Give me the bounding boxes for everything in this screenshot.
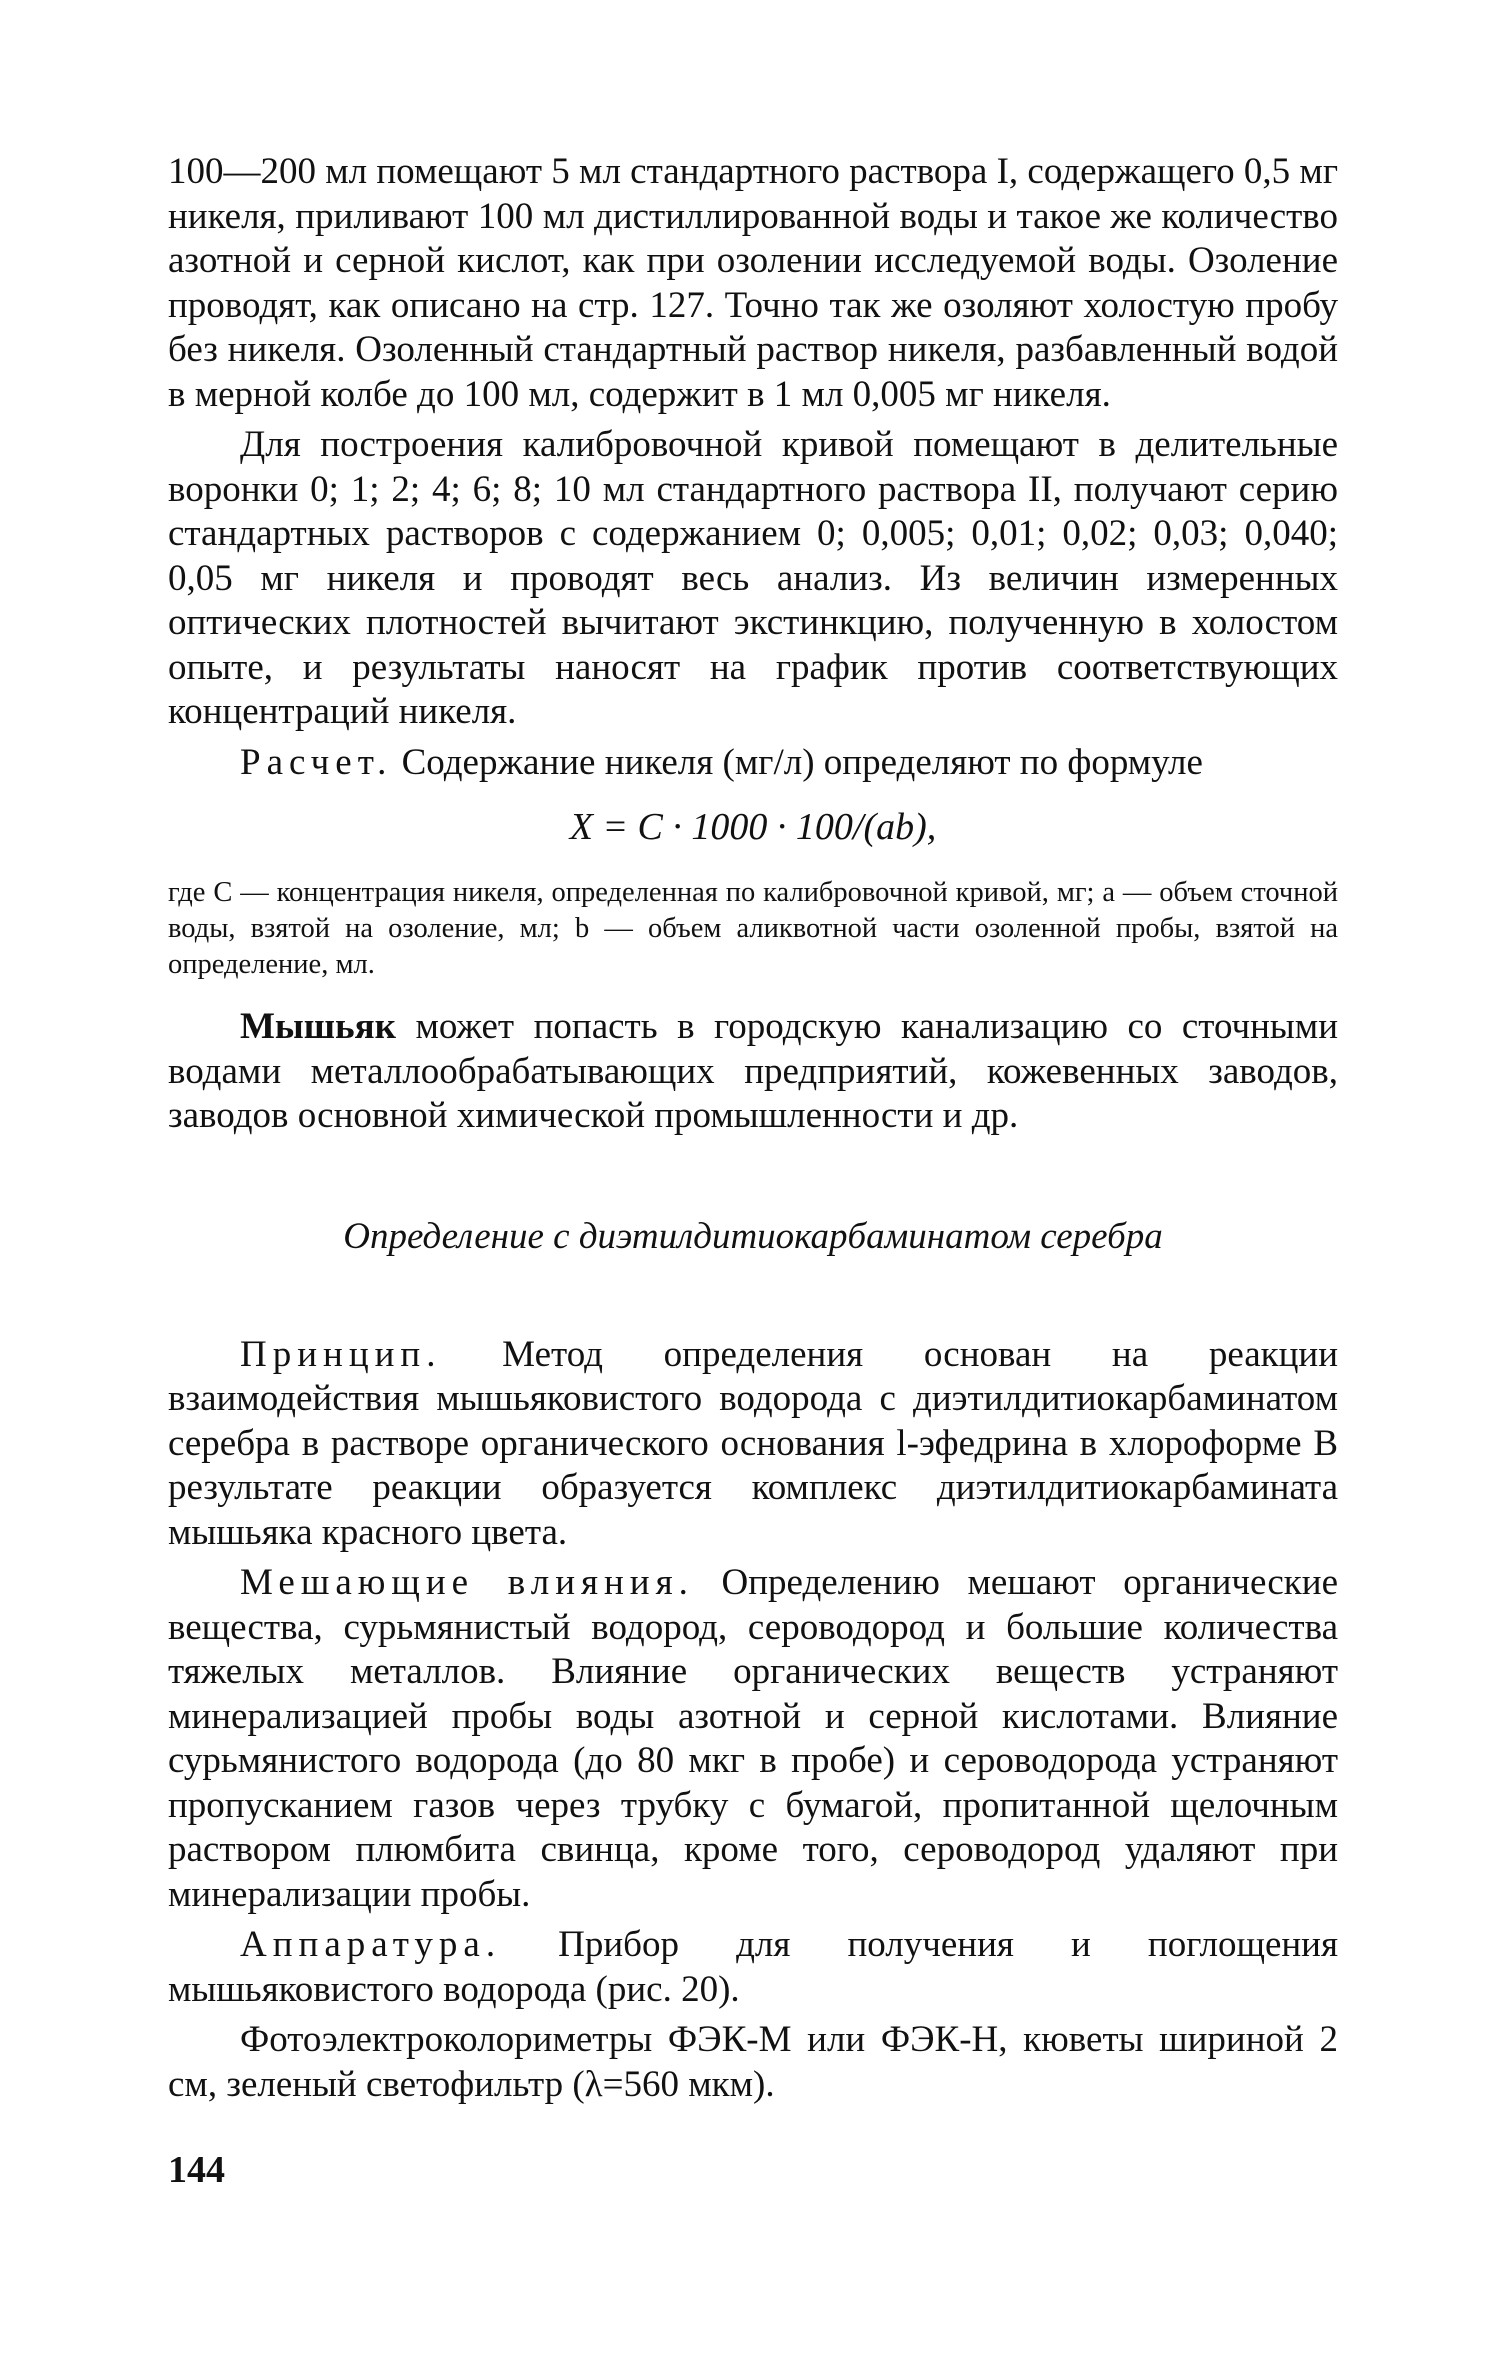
page-number: 144 <box>168 2149 225 2191</box>
term-arsenic: Мышьяк <box>240 1006 396 1047</box>
label-apparatus: Аппаратура. <box>240 1924 502 1965</box>
paragraph-apparatus <box>168 1923 1338 2012</box>
label-principle: Принцип. <box>240 1333 442 1375</box>
label-interference: Мешающие влияния. <box>240 1562 694 1603</box>
formula: X = C · 1000 · 100/(ab), <box>569 806 937 848</box>
label-calculation: Расчет. <box>240 741 393 783</box>
text-principle: Метод определения основан на реакции взаимодействия мышьяковистого водорода с диэтилдитиокарбаминатом серебра в растворе органического основания l-эфедрина в хлороформе В результате реакции образуется комплекс диэтилдитиокарбамината мышьяка красного цвета. <box>168 1333 1338 1553</box>
paragraph-arsenic <box>168 1005 1338 1139</box>
paragraph-calibration: Для построения калибровочной кривой помещают в делительные воронки 0; 1; 2; 4; 6; 8; 10 мл стандартного раствора II, получают серию стандартных растворов с содержанием 0; 0,005; 0,01; 0,02; 0,03; 0,040; 0,05 мг никеля и проводят весь анализ. Из величин измеренных оптических плотностей вычитают экстинкцию, полученную в холостом опыте, и результаты наносят на график против соответствующих концентраций никеля. <box>168 424 1338 732</box>
paragraph-calculation <box>168 741 1338 786</box>
text-calculation: Содержание никеля (мг/л) определяют по формуле <box>392 741 1203 783</box>
paragraph-photometers: Фотоэлектроколориметры ФЭК-М или ФЭК-Н, кюветы шириной 2 см, зеленый светофильтр (λ=560 мкм). <box>168 2019 1338 2105</box>
paragraph-continuation: 100—200 мл помещают 5 мл стандартного раствора I, содержащего 0,5 мг никеля, приливают 100 мл дистиллированной воды и такое же количество азотной и серной кислот, как при озолении исследуемой воды. Озоление проводят, как описано на стр. 127. Точно так же озоляют холостую пробу без никеля. Озоленный стандартный раствор никеля, разбавленный водой в мерной колбе до 100 мл, содержит в 1 мл 0,005 мг никеля. <box>168 151 1338 415</box>
text-interference: Определению мешают органические вещества, сурьмянистый водород, сероводород и большие количества тяжелых металлов. Влияние органических веществ устраняют минерализацией пробы воды азотной и серной кислотами. Влияние сурьмянистого водорода (до 80 мкг в пробе) и сероводорода устраняют пропусканием газов через трубку с бумагой, пропитанной щелочным раствором плюмбита свинца, кроме того, сероводород удаляют при минерализации пробы. <box>168 1562 1338 1915</box>
formula-note: где C — концентрация никеля, определенная по калибровочной кривой, мг; a — объем сточной воды, взятой на озоление, мл; b — объем аликвотной части озоленной пробы, взятой на определение, мл. <box>168 877 1338 980</box>
paragraph-interference <box>168 1561 1338 1917</box>
paragraph-principle <box>168 1333 1338 1556</box>
page-body <box>168 150 1338 2107</box>
text-arsenic: может попасть в городскую канализацию со сточными водами металлообрабатывающих предприятий, кожевенных заводов, заводов основной химической промышленности и др. <box>168 1006 1338 1136</box>
section-heading: Определение с диэтилдитиокарбаминатом серебра <box>343 1215 1163 1257</box>
text-apparatus: Прибор для получения и поглощения мышьяковистого водорода (рис. 20). <box>168 1924 1338 2010</box>
